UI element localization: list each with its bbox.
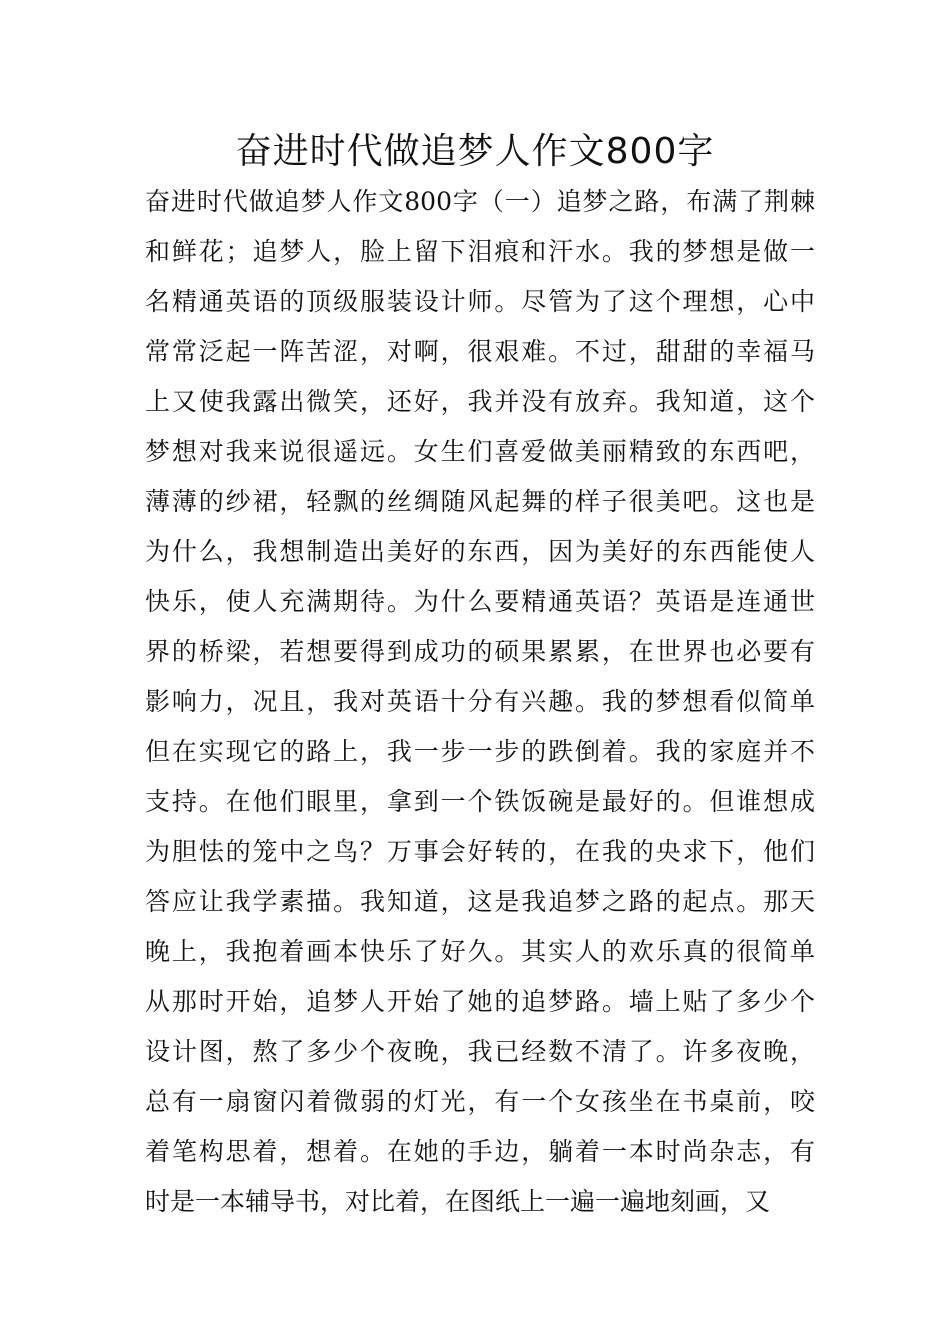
body-line: 快乐，使人充满期待。为什么要精通英语？英语是连通世 [145,587,815,616]
body-line: 从那时开始，追梦人开始了她的追梦路。墙上贴了多少个 [145,987,815,1016]
body-line: 常常泛起一阵苦涩，对啊，很艰难。不过，甜甜的幸福马 [145,337,815,366]
body-line: 支持。在他们眼里，拿到一个铁饭碗是最好的。但谁想成 [145,787,815,816]
body-line: 答应让我学素描。我知道，这是我追梦之路的起点。那天 [145,887,815,916]
body-line: 为胆怯的笼中之鸟？万事会好转的，在我的央求下，他们 [145,837,815,866]
body-line: 奋进时代做追梦人作文800字（一）追梦之路，布满了荆棘 [145,187,815,216]
body-line: 梦想对我来说很遥远。女生们喜爱做美丽精致的东西吧， [145,437,815,466]
body-line: 名精通英语的顶级服装设计师。尽管为了这个理想，心中 [145,287,815,316]
document-body [145,177,815,1227]
body-line: 总有一扇窗闪着微弱的灯光，有一个女孩坐在书桌前，咬 [145,1087,815,1116]
body-line: 薄薄的纱裙，轻飘的丝绸随风起舞的样子很美吧。这也是 [145,487,815,516]
body-line: 时是一本辅导书，对比着，在图纸上一遍一遍地刻画，又 [145,1187,771,1216]
body-line: 和鲜花；追梦人，脸上留下泪痕和汗水。我的梦想是做一 [145,237,815,266]
body-line: 影响力，况且，我对英语十分有兴趣。我的梦想看似简单 [145,687,815,716]
body-line: 但在实现它的路上，我一步一步的跌倒着。我的家庭并不 [145,737,815,766]
body-line: 为什么，我想制造出美好的东西，因为美好的东西能使人 [145,537,815,566]
body-line: 晚上，我抱着画本快乐了好久。其实人的欢乐真的很简单 [145,937,815,966]
body-line: 界的桥梁，若想要得到成功的硕果累累，在世界也必要有 [145,637,815,666]
body-line: 设计图，熬了多少个夜晚，我已经数不清了。许多夜晚， [145,1037,815,1066]
body-line: 着笔构思着，想着。在她的手边，躺着一本时尚杂志，有 [145,1137,815,1166]
body-line: 上又使我露出微笑，还好，我并没有放弃。我知道，这个 [145,387,815,416]
document-title: 奋进时代做追梦人作文800字 [235,131,715,172]
